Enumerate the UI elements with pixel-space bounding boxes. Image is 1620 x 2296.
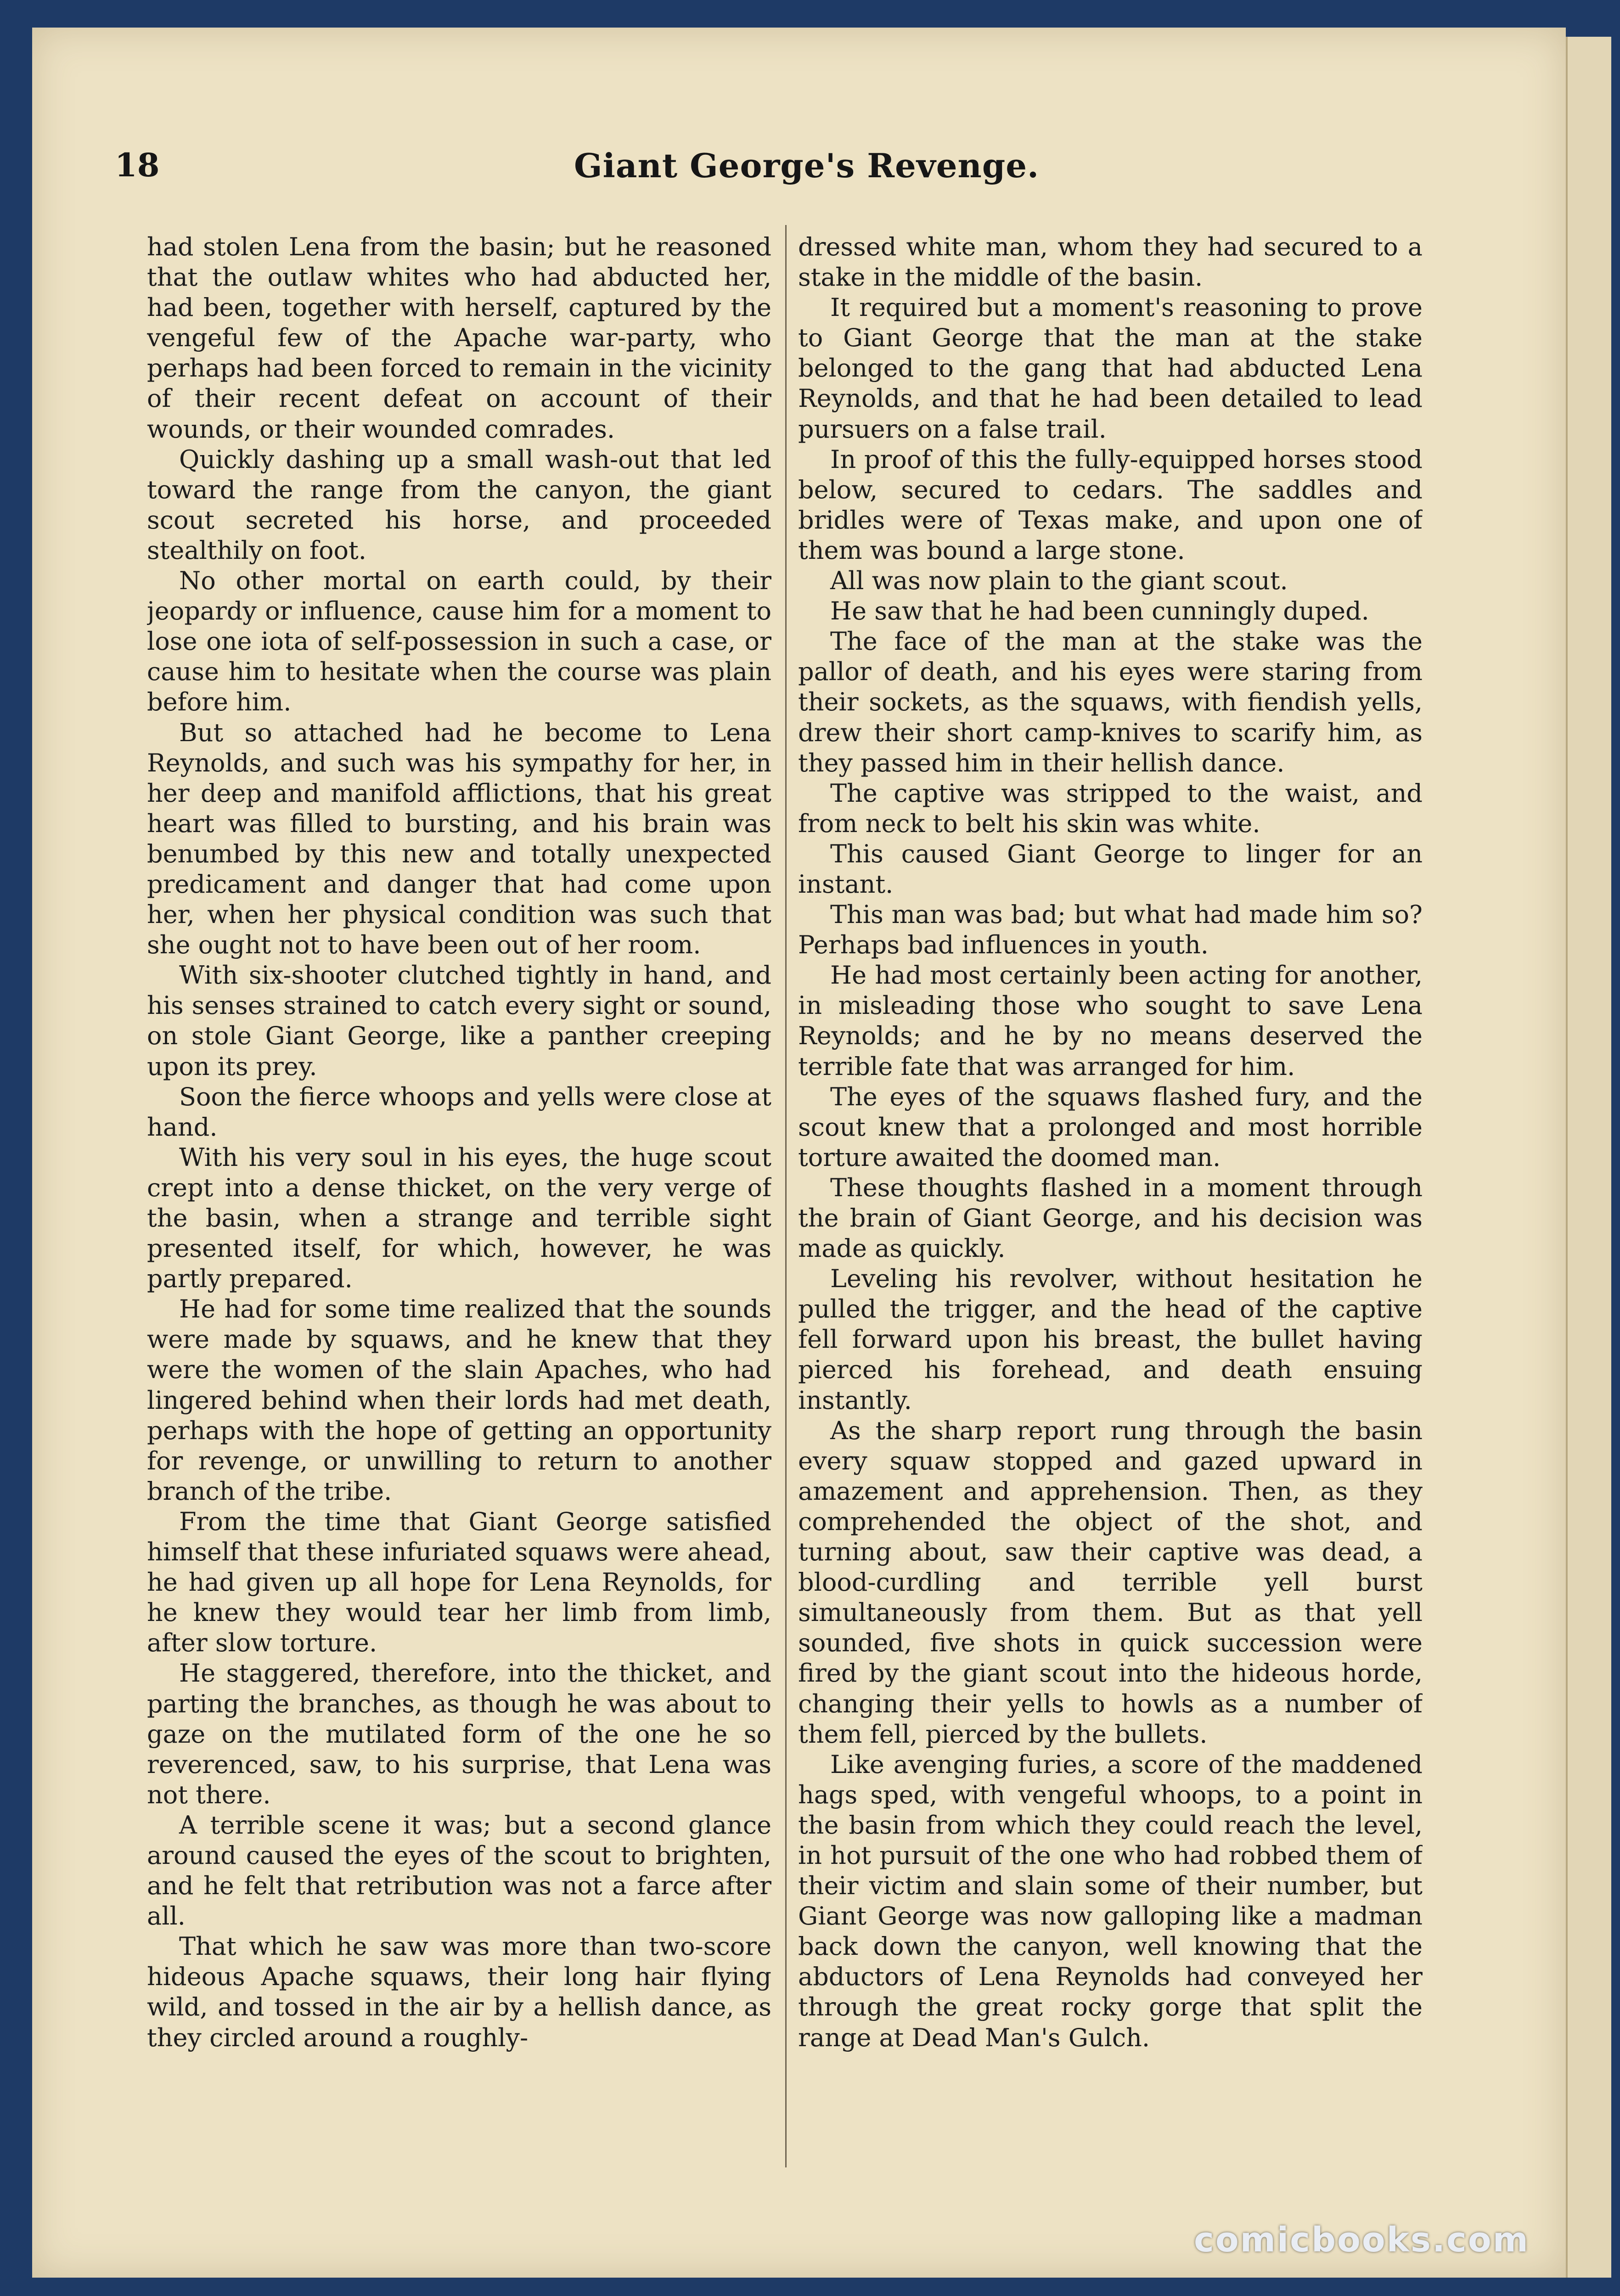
column-divider (785, 225, 787, 2167)
paragraph: This man was bad; but what had made him so? Perhaps bad influences in youth. (798, 900, 1423, 960)
page-number: 18 (115, 146, 160, 184)
paragraph: Soon the fierce whoops and yells were close at hand. (147, 1082, 771, 1142)
left-text-column (147, 232, 771, 2161)
watermark-text: comicbooks.com (1194, 2220, 1530, 2260)
paragraph: No other mortal on earth could, by their jeopardy or influence, cause him for a moment to lose one iota of self-possession in such a case, or cause him to hesitate when the course was plain before him. (147, 566, 771, 717)
paragraph: Quickly dashing up a small wash-out that led toward the range from the canyon, the giant scout secreted his horse, and proceeded stealthily on foot. (147, 445, 771, 565)
paragraph: All was now plain to the giant scout. (830, 566, 1288, 596)
paragraph: That which he saw was more than two-score hideous Apache squaws, their long hair flying wild, and tossed in the air by a hellish dance, as they circled around a roughly- (147, 1932, 771, 2052)
paragraph: In proof of this the fully-equipped horses stood below, secured to cedars. The saddles and bridles were of Texas make, and upon one of them was bound a large stone. (798, 445, 1423, 565)
paragraph: Like avenging furies, a score of the maddened hags sped, with vengeful whoops, to a point in the basin from which they could reach the level, in hot pursuit of the one who had robbed them of their victim and slain some of their number, but Giant George was now galloping like a madman back down the canyon, well knowing that the abductors of Lena Reynolds had conveyed her through the great rocky gorge that split the range at Dead Man's Gulch. (798, 1750, 1423, 2052)
paragraph: The captive was stripped to the waist, and from neck to belt his skin was white. (798, 778, 1423, 838)
paragraph: With six-shooter clutched tightly in hand, and his senses strained to catch every sight or sound, on stole Giant George, like a panther creeping upon its prey. (147, 961, 771, 1081)
paragraph: With his very soul in his eyes, the huge scout crept into a dense thicket, on the very verge of the basin, when a strange and terrible sight presented itself, for which, however, he was partly prepared. (147, 1142, 771, 1294)
paragraph: It required but a moment's reasoning to prove to Giant George that the man at the stake belonged to the gang that had abducted Lena Reynolds, and that he had been detailed to lead pursuers on a false trail. (798, 293, 1423, 444)
next-page-edge (1566, 37, 1611, 2278)
paragraph: These thoughts flashed in a moment through the brain of Giant George, and his decision was made as quickly. (798, 1173, 1423, 1263)
paragraph: But so attached had he become to Lena Reynolds, and such was his sympathy for her, in her deep and manifold afflictions, that his great heart was filled to bursting, and his brain was benumbed by this new and totally unexpected predicament and danger that had come upon her, when her physical condition was such that she ought not to have been out of her room. (147, 718, 771, 960)
paragraph: had stolen Lena from the basin; but he reasoned that the outlaw whites who had abducted her, had been, together with herself, captured by the vengeful few of the Apache war-party, who perhaps had been forced to remain in the vicinity of their recent defeat on account of their wounds, or their wounded comrades. (147, 232, 771, 444)
paragraph: He had for some time realized that the sounds were made by squaws, and he knew that they were the women of the slain Apaches, who had lingered behind when their lords had met death, perhaps with the hope of getting an opportunity for revenge, or unwilling to return to another branch of the tribe. (147, 1294, 771, 1506)
paragraph: Leveling his revolver, without hesitation he pulled the trigger, and the head of the captive fell forward upon his breast, the bullet having pierced his forehead, and death ensuing instantly. (798, 1264, 1423, 1415)
paragraph: As the sharp report rung through the basin every squaw stopped and gazed upward in amazement and apprehension. Then, as they comprehended the object of the shot, and turning about, saw their captive was dead, a blood-curdling and terrible yell burst simultaneously from them. But as that yell sounded, five shots in quick succession were fired by the giant scout into the hideous horde, changing their yells to howls as a number of them fell, pierced by the bullets. (798, 1416, 1423, 1749)
paragraph: The eyes of the squaws flashed fury, and the scout knew that a prolonged and most horrible torture awaited the doomed man. (798, 1082, 1423, 1172)
running-head-title: Giant George's Revenge. (574, 146, 1040, 185)
paragraph: This caused Giant George to linger for an instant. (798, 839, 1423, 899)
paragraph: The face of the man at the stake was the pallor of death, and his eyes were staring from their sockets, as the squaws, with fiendish yells, drew their short camp-knives to scarify him, as they passed him in their hellish dance. (798, 627, 1423, 777)
paragraph: From the time that Giant George satisfied himself that these infuriated squaws were ahead, he had given up all hope for Lena Reynolds, for he knew they would tear her limb from limb, after slow torture. (147, 1507, 771, 1658)
paragraph: He saw that he had been cunningly duped. (830, 597, 1369, 626)
paragraph: He staggered, therefore, into the thicket, and parting the branches, as though he was about to gaze on the mutilated form of the one he so reverenced, saw, to his surprise, that Lena was not there. (147, 1659, 771, 1809)
paragraph: He had most certainly been acting for another, in misleading those who sought to save Lena Reynolds; and he by no means deserved the terrible fate that was arranged for him. (798, 961, 1423, 1081)
paragraph: dressed white man, whom they had secured to a stake in the middle of the basin. (798, 232, 1423, 292)
right-text-column (798, 232, 1423, 2161)
paragraph: A terrible scene it was; but a second glance around caused the eyes of the scout to brighten, and he felt that retribution was not a farce after all. (147, 1810, 771, 1931)
